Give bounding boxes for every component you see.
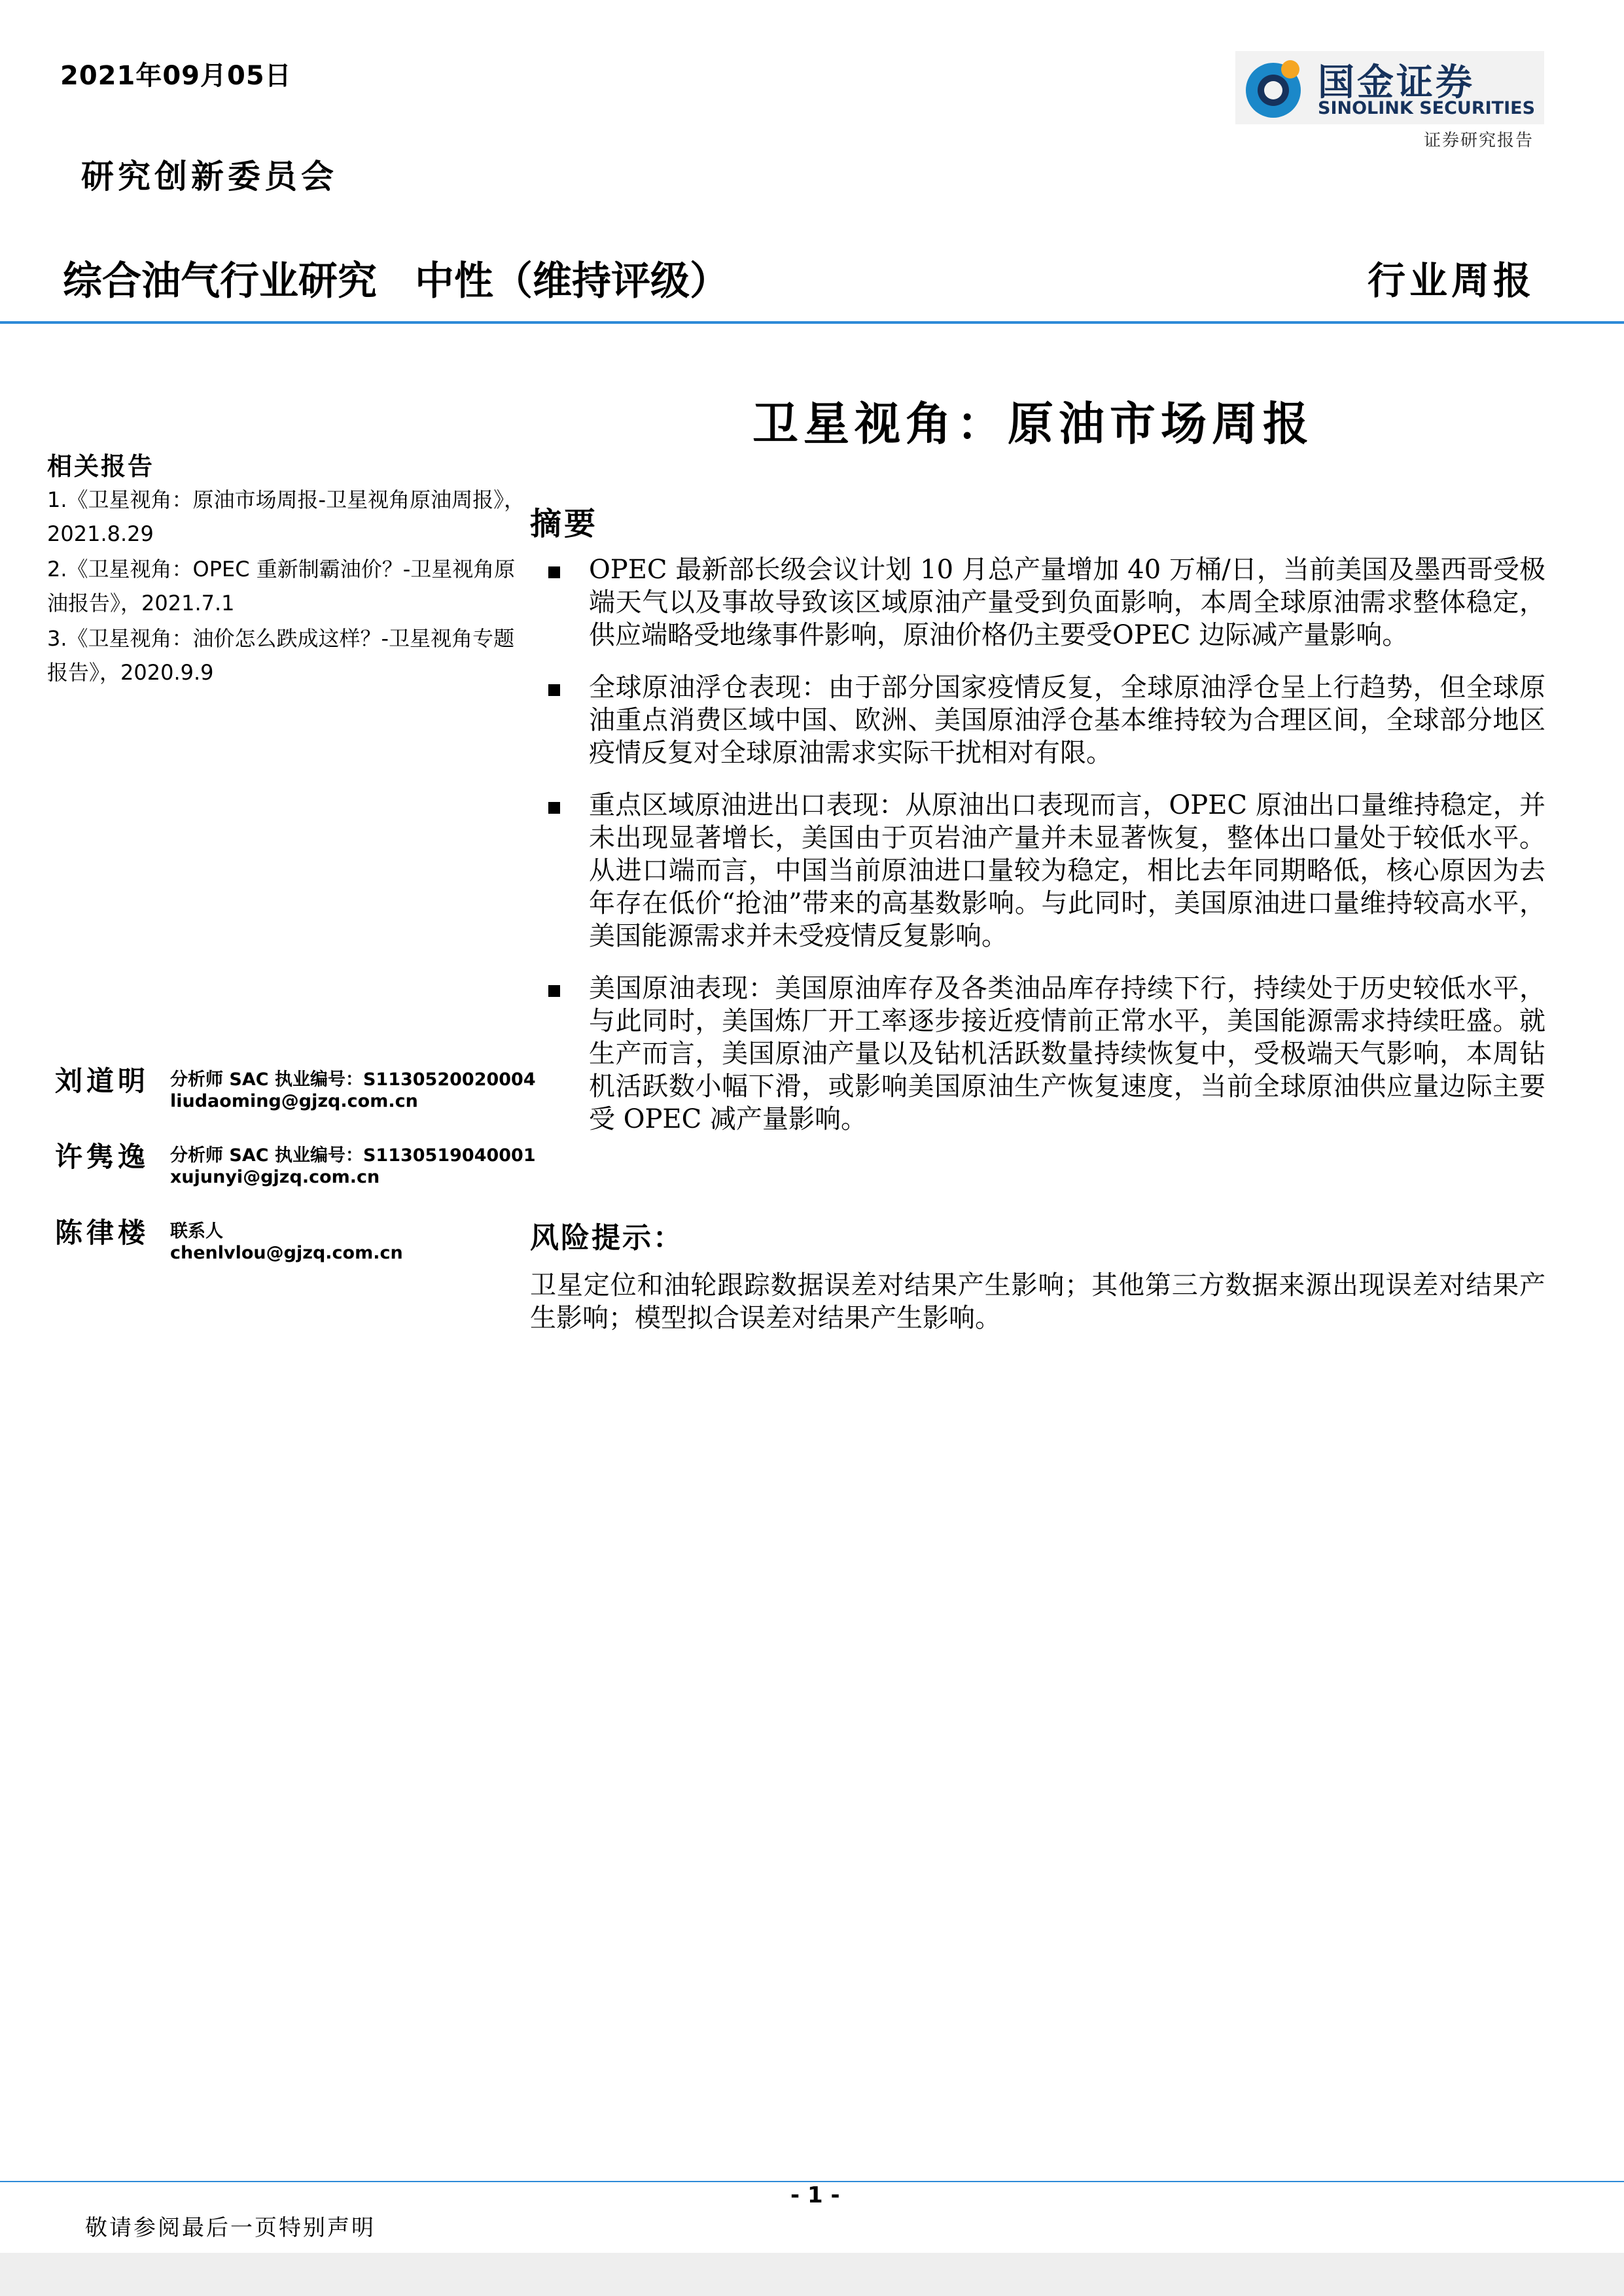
analyst-card [55, 1136, 536, 1201]
industry-name: 综合油气行业研究 [63, 258, 377, 304]
disclaimer: 敬请参阅最后一页特别声明 [85, 2215, 376, 2241]
bullet-square-icon [548, 985, 560, 997]
summary-bullets [589, 553, 1545, 1155]
risk-heading: 风险提示： [530, 1221, 684, 1255]
committee-name: 研究创新委员会 [81, 157, 338, 196]
analyst-email: liudaoming@gjzq.com.cn [170, 1091, 418, 1111]
analyst-credential: 联系人 [170, 1221, 223, 1242]
bullet-square-icon [548, 684, 560, 696]
analyst-card [55, 1211, 526, 1277]
bullet-text: 美国原油表现：美国原油库存及各类油品库存持续下行，持续处于历史较低水平，与此同时，美国炼厂开工率逐步接近疫情前正常水平，美国能源需求持续旺盛。就生产而言，美国原油产量以及钻机活跃数量持续恢复中，受极端天气影响，本周钻机活跃数小幅下滑，或影响美国原油生产恢复速度，当前全球原油供应量边际主要受 OPEC 减产量影响。 [589, 973, 1545, 1134]
summary-heading: 摘要 [530, 506, 599, 542]
summary-bullet [589, 553, 1545, 652]
bullet-text: 重点区域原油进出口表现：从原油出口表现而言，OPEC 原油出口量维持稳定，并未出现显著增长，美国由于页岩油产量并未显著恢复，整体出口量处于较低水平。从进口端而言，中国当前原油进口量较为稳定，相比去年同期略低，核心原因为去年存在低价“抢油”带来的高基数影响。与此同时，美国原油进口量维持较高水平，美国能源需求并未受疫情反复影响。 [589, 790, 1545, 951]
related-reports-title: 相关报告 [47, 452, 155, 481]
report-date: 2021年09月05日 [60, 61, 292, 91]
analyst-credential: 分析师 SAC 执业编号：S1130519040001 [170, 1145, 536, 1166]
related-report-item: 2.《卫星视角：OPEC 重新制霸油价？-卫星视角原油报告》，2021.7.1 [47, 557, 516, 616]
logo-english-text: SINOLINK SECURITIES [1318, 98, 1536, 118]
bullet-square-icon [548, 566, 560, 578]
report-type: 行业周报 [1368, 258, 1536, 303]
related-reports-list [47, 483, 531, 691]
rating: 中性（维持评级） [415, 258, 729, 304]
summary-bullet [589, 789, 1545, 952]
logo-subtitle: 证券研究报告 [1424, 131, 1534, 150]
company-logo [1235, 51, 1544, 124]
analyst-email: xujunyi@gjzq.com.cn [170, 1167, 380, 1187]
bottom-band [0, 2253, 1624, 2296]
report-title: 卫星视角：原油市场周报 [752, 396, 1314, 451]
summary-bullet [589, 671, 1545, 769]
analyst-name: 刘道明 [55, 1065, 150, 1097]
header-divider [0, 321, 1624, 324]
logo-chinese-text: 国金证券 [1318, 61, 1475, 104]
logo-mark-icon [1239, 55, 1307, 123]
bullet-text: OPEC 最新部长级会议计划 10 月总产量增加 40 万桶/日，当前美国及墨西哥受极端天气以及事故导致该区域原油产量受到负面影响，本周全球原油需求整体稳定，供应端略受地缘事件影响，原油价格仍主要受OPEC 边际减产量影响。 [589, 555, 1545, 650]
related-report-item: 1.《卫星视角：原油市场周报-卫星视角原油周报》，2021.8.29 [47, 487, 525, 546]
page-number: - 1 - [790, 2182, 840, 2208]
analyst-card [55, 1060, 536, 1125]
industry-rating-line [63, 250, 729, 306]
analyst-credential: 分析师 SAC 执业编号：S1130520020004 [170, 1070, 536, 1090]
bullet-text: 全球原油浮仓表现：由于部分国家疫情反复，全球原油浮仓呈上行趋势，但全球原油重点消费区域中国、欧洲、美国原油浮仓基本维持较为合理区间，全球部分地区疫情反复对全球原油需求实际干扰相对有限。 [589, 672, 1545, 768]
bullet-square-icon [548, 802, 560, 814]
summary-bullet [589, 972, 1545, 1136]
analyst-name: 陈律楼 [55, 1217, 150, 1249]
analyst-email: chenlvlou@gjzq.com.cn [170, 1243, 403, 1263]
related-report-item: 3.《卫星视角：油价怎么跌成这样？-卫星视角专题报告》，2020.9.9 [47, 626, 515, 685]
analyst-name: 许隽逸 [55, 1141, 150, 1173]
risk-text: 卫星定位和油轮跟踪数据误差对结果产生影响；其他第三方数据来源出现误差对结果产生影响；模型拟合误差对结果产生影响。 [530, 1270, 1545, 1333]
